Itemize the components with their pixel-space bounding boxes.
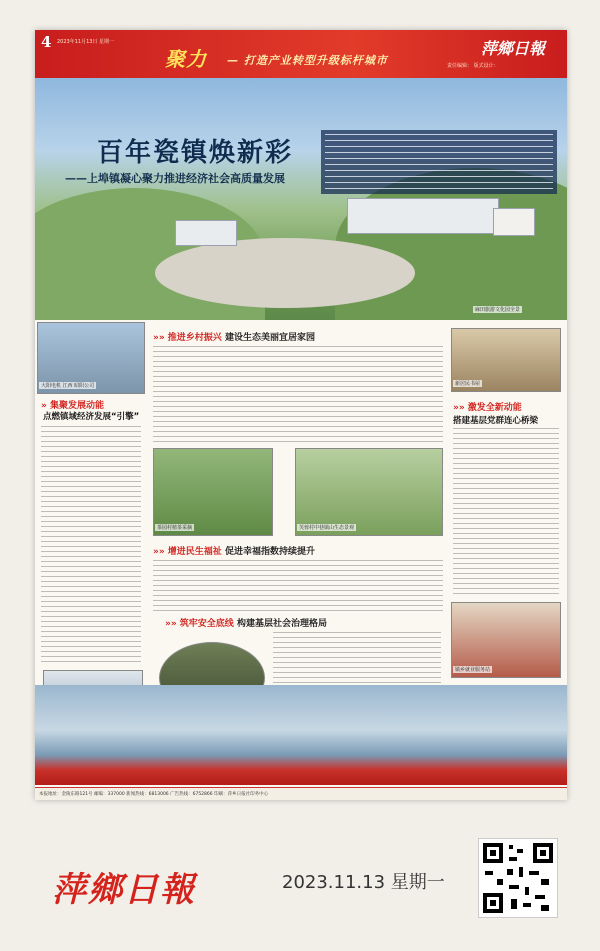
tea-caption: 茶园村植茶采摘 (157, 525, 193, 531)
mid1-section-head: »» 推进乡村振兴 建设生态美丽宜居家园 (153, 333, 315, 343)
left-section-head-text: 集聚发展动能 (49, 401, 104, 411)
left-section-sub: 点燃镇域经济发展“引擎” (43, 412, 140, 422)
right-section-head: »» 激发全新动能 (453, 403, 522, 413)
tea-photo (153, 448, 273, 536)
mid1-section-sub: 建设生态美丽宜居家园 (224, 333, 315, 343)
hero-photo (35, 78, 567, 320)
landscape-photo (295, 448, 443, 536)
page-date: 2023年11月13日 星期一 (57, 39, 115, 45)
right-section-head-text: 激发全新动能 (467, 403, 522, 413)
qr-code[interactable] (478, 838, 558, 918)
banner-title: 聚力 (165, 47, 207, 71)
mid2-section-sub: 促进幸福指数持续提升 (224, 547, 315, 557)
footer-landscape (35, 685, 567, 785)
qr-code-icon (479, 839, 557, 917)
mid2-article-text (153, 560, 443, 612)
building (175, 220, 237, 246)
mid3-section-head-text: 筑牢安全底线 (179, 619, 234, 629)
mid2-section-head-text: 增进民生福祉 (167, 547, 222, 557)
mid1-article-text (153, 346, 443, 444)
page-header (35, 30, 567, 78)
imprint-bar: 本报地址：金陵东路121号 邮编：337000 新闻热线：6813006 广告热线：6752866 印刷：萍乡日报社印务中心 (35, 787, 567, 800)
mid3-section-head: »» 筑牢安全底线 构建基层社会治理格局 (165, 619, 327, 629)
right-article-text (453, 428, 559, 598)
main-subtitle: ——上埠镇凝心聚力推进经济社会高质量发展 (65, 172, 285, 185)
building (347, 198, 499, 234)
header-meta: 责任编辑： 版式设计： (447, 63, 499, 69)
newspaper-page (35, 30, 567, 800)
mid3-section-sub: 构建基层社会治理格局 (236, 619, 327, 629)
factory-caption: 大阳电机 江西 昭阳公司 (41, 383, 95, 389)
lead-paragraph (321, 130, 557, 194)
hero-caption: 麻田旅游文化园全景 (475, 307, 521, 313)
service-caption: 镇乡就业服务站 (455, 667, 491, 673)
brand-logo: 萍鄉日報 (52, 870, 196, 910)
mid1-section-head-text: 推进乡村振兴 (167, 333, 222, 343)
issue-date: 2023.11.13 星期一 (282, 872, 445, 893)
plaza (155, 238, 415, 308)
right-section-sub: 搭建基层党群连心桥梁 (453, 416, 539, 426)
left-article-text (41, 426, 141, 666)
header-logo: 萍鄉日報 (481, 39, 546, 58)
page-number: 4 (41, 33, 52, 51)
landscape-caption: 芙蓉村中巷镇山生态景观 (299, 525, 355, 531)
left-section-head: » 集聚发展动能 (41, 401, 104, 411)
banner-subtitle: — 打造产业转型升级标杆城市 (227, 54, 388, 67)
main-title: 百年瓷镇焕新彩 (97, 138, 294, 168)
mid2-section-head: »» 增进民生福祉 促进幸福指数持续提升 (153, 547, 315, 557)
building (493, 208, 535, 236)
library-caption: 新居民书屋 (455, 381, 481, 387)
